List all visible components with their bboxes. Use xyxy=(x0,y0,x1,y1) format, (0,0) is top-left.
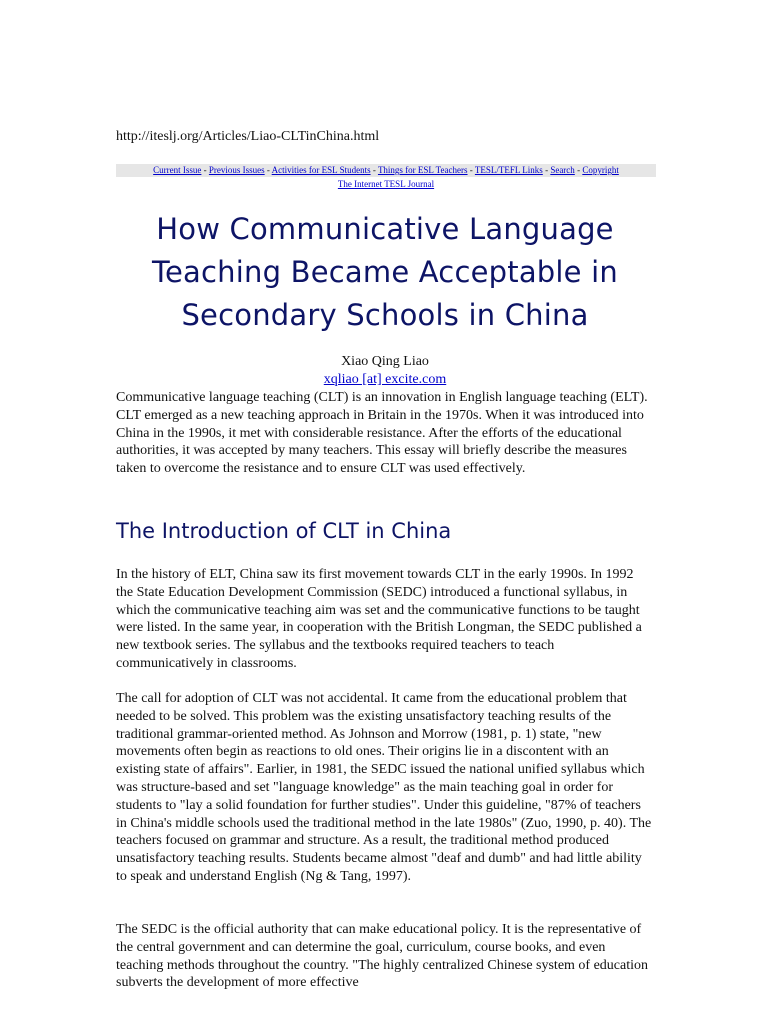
journal-link-row xyxy=(116,178,656,190)
nav-link-current-issue[interactable]: Current Issue xyxy=(153,165,202,175)
article-title: How Communicative Language Teaching Became Acceptable in Secondary Schools in China xyxy=(152,212,618,332)
nav-separator: - xyxy=(264,165,272,175)
nav-link-things-for-teachers[interactable]: Things for ESL Teachers xyxy=(377,165,468,175)
body-paragraph-1: In the history of ELT, China saw its first movement towards CLT in the early 1990s. In 1992 the State Education Development Commission (SEDC) introduced a functional syllabus, in which the communicative teaching aim was set and the communicative functions to be taught were listed. In the same year, in cooperation with the British Longman, the SEDC published a new textbook series. The syllabus and the textbooks required teachers to teach communicatively in classrooms. xyxy=(116,567,642,671)
abstract-paragraph: Communicative language teaching (CLT) is an innovation in English language teaching (ELT). CLT emerged as a new teaching approach in Britain in the 1970s. When it was introduced into China in the 1990s, it met with considerable resistance. After the efforts of the educational authorities, it was accepted by many teachers. This essay will briefly describe the measures taken to overcome the resistance and to ensure CLT was used effectively. xyxy=(116,390,648,477)
nav-link-tesl-tefl-links[interactable]: TESL/TEFL Links xyxy=(474,165,543,175)
body-paragraph-2: The call for adoption of CLT was not accidental. It came from the educational problem that needed to be solved. This problem was the existing unsatisfactory teaching results of the traditional grammar-oriented method. As Johnson and Morrow (1981, p. 1) state, "new movements often begin as reactions to old ones. Their origins lie in a discontent with an existing state of affairs". Earlier, in 1981, the SEDC issued the national unified syllabus which was structure-based and set "language knowledge" as the main teaching goal in order for students to "lay a solid foundation for further studies". Under this guideline, "87% of teachers in China's middle schools used the traditional method in the late 1980s" (Zuo, 1990, p. 40). The teachers focused on grammar and structure. As a result, the traditional method produced unsatisfactory teaching results. Students became almost "deaf and dumb" and had little ability to speak and understand English (Ng & Tang, 1997). xyxy=(116,691,652,884)
nav-link-copyright[interactable]: Copyright xyxy=(582,165,619,175)
nav-link-search[interactable]: Search xyxy=(550,165,575,175)
author-email-link[interactable]: xqliao [at] excite.com xyxy=(323,372,447,387)
page-url: http://iteslj.org/Articles/Liao-CLTinChina.html xyxy=(116,129,380,144)
nav-separator: - xyxy=(201,165,209,175)
site-nav-bar xyxy=(116,164,656,177)
nav-separator: - xyxy=(467,165,475,175)
nav-link-activities[interactable]: Activities for ESL Students xyxy=(271,165,371,175)
nav-separator: - xyxy=(370,165,378,175)
body-paragraph-3: The SEDC is the official authority that can make educational policy. It is the representative of the central government and can determine the goal, curriculum, course books, and even teaching methods throughout the country. "The highly centralized Chinese system of education subverts the development of more effective xyxy=(116,922,648,991)
nav-separator: - xyxy=(542,165,551,175)
journal-link[interactable]: The Internet TESL Journal xyxy=(337,179,435,189)
nav-link-previous-issues[interactable]: Previous Issues xyxy=(208,165,265,175)
author-name: Xiao Qing Liao xyxy=(341,354,429,369)
author-email-row xyxy=(116,371,654,389)
nav-separator: - xyxy=(574,165,583,175)
section-heading: The Introduction of CLT in China xyxy=(116,519,452,543)
